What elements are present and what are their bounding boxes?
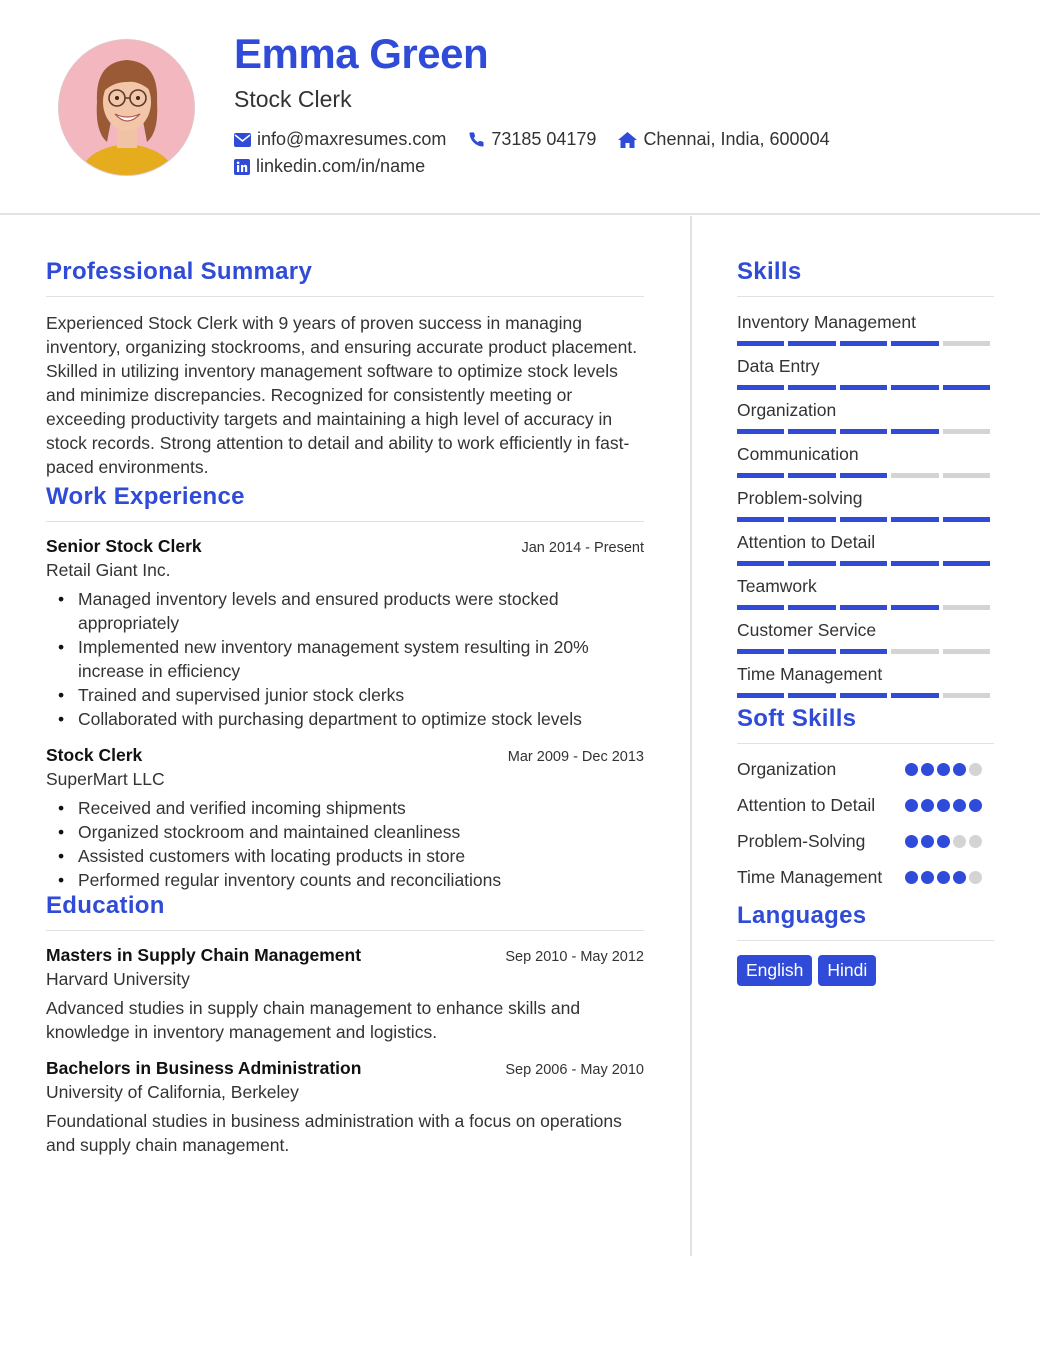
language-tag: English xyxy=(737,955,812,986)
skill-level-segment xyxy=(943,605,990,610)
job-title: Stock Clerk xyxy=(46,745,143,765)
skill-level-segment xyxy=(737,561,784,566)
soft-skills-list xyxy=(737,758,994,895)
rating-dot xyxy=(953,871,966,884)
skill-level-bar xyxy=(737,341,994,346)
rating-dot xyxy=(921,835,934,848)
job-bullets xyxy=(46,796,644,892)
skill-level-segment xyxy=(788,693,835,698)
rating-dot xyxy=(905,871,918,884)
linkedin-text: linkedin.com/in/name xyxy=(256,156,426,176)
summary-text: Experienced Stock Clerk with 9 years of proven success in managing inventory, organizing stockrooms, and ensuring accurate product placement. Skilled in utilizing inventory management software to optimize stock levels and minimize discrepancies. Recognized for consistently meeting or exceeding productivity targets and maintaining a high level of accuracy in stock records. Strong attention to detail and ability to work efficiently in fast-paced environments. xyxy=(46,313,638,477)
skill-level-segment xyxy=(737,473,784,478)
education-heading: Education xyxy=(46,892,644,931)
skill-level-segment xyxy=(891,385,938,390)
skill-level-segment xyxy=(737,605,784,610)
contact-phone[interactable] xyxy=(468,129,596,150)
skill-name: Teamwork xyxy=(737,576,817,596)
skill-item xyxy=(737,443,994,478)
soft-skill-item xyxy=(737,866,994,895)
rating-dot xyxy=(953,835,966,848)
soft-skills-heading: Soft Skills xyxy=(737,705,994,744)
skill-level-segment xyxy=(840,517,887,522)
skill-level-bar xyxy=(737,605,994,610)
skill-item xyxy=(737,399,994,434)
summary-heading: Professional Summary xyxy=(46,258,644,297)
rating-dot xyxy=(937,835,950,848)
phone-icon xyxy=(468,131,485,148)
location-text: Chennai, India, 600004 xyxy=(643,129,830,149)
education-entry xyxy=(46,1058,644,1157)
skills-list xyxy=(737,311,994,698)
rating-dot xyxy=(953,799,966,812)
bullet-item: • Implemented new inventory management system resulting in 20% increase in efficiency xyxy=(58,635,644,683)
education-entry xyxy=(46,945,644,1044)
skill-name: Time Management xyxy=(737,664,883,684)
rating-dot xyxy=(969,835,982,848)
skill-level-segment xyxy=(840,429,887,434)
soft-skill-item xyxy=(737,830,994,859)
skill-level-segment xyxy=(737,693,784,698)
skill-item xyxy=(737,619,994,654)
soft-skill-rating xyxy=(905,866,985,895)
skill-name: Data Entry xyxy=(737,356,820,376)
bullet-item: • Organized stockroom and maintained cleanliness xyxy=(58,820,644,844)
soft-skills-section xyxy=(737,705,994,895)
envelope-icon xyxy=(234,133,251,147)
bullet-item: • Trained and supervised junior stock clerks xyxy=(58,683,644,707)
skill-level-segment xyxy=(840,649,887,654)
education-date: Sep 2010 - May 2012 xyxy=(505,949,644,965)
skill-level-segment xyxy=(840,693,887,698)
skill-level-segment xyxy=(891,693,938,698)
education-desc: Advanced studies in supply chain management to enhance skills and knowledge in inventory management and logistics. xyxy=(46,998,581,1042)
skill-level-bar xyxy=(737,429,994,434)
skill-level-segment xyxy=(891,605,938,610)
rating-dot xyxy=(905,763,918,776)
skill-level-segment xyxy=(891,561,938,566)
rating-dot xyxy=(969,871,982,884)
resume-header xyxy=(0,0,1040,215)
experience-heading: Work Experience xyxy=(46,483,644,522)
school-name: Harvard University xyxy=(46,969,190,989)
left-column xyxy=(46,258,644,1167)
soft-skill-name: Attention to Detail xyxy=(737,795,876,815)
avatar-illustration xyxy=(59,40,195,176)
experience-section xyxy=(46,483,644,892)
job-title: Senior Stock Clerk xyxy=(46,536,202,556)
skill-level-segment xyxy=(943,693,990,698)
rating-dot xyxy=(921,763,934,776)
skills-heading: Skills xyxy=(737,258,994,297)
skill-item xyxy=(737,663,994,698)
soft-skill-name: Problem-Solving xyxy=(737,831,866,851)
skill-item xyxy=(737,531,994,566)
skill-name: Problem-solving xyxy=(737,488,863,508)
skill-item xyxy=(737,575,994,610)
skill-level-bar xyxy=(737,561,994,566)
skill-level-segment xyxy=(943,385,990,390)
contact-email[interactable] xyxy=(234,129,446,150)
rating-dot xyxy=(937,871,950,884)
rating-dot xyxy=(937,799,950,812)
skill-name: Inventory Management xyxy=(737,312,916,332)
summary-section xyxy=(46,258,644,479)
job-date: Mar 2009 - Dec 2013 xyxy=(507,749,644,765)
skill-level-bar xyxy=(737,693,994,698)
bullet-item: • Performed regular inventory counts and reconciliations xyxy=(58,868,644,892)
education-desc: Foundational studies in business administration with a focus on operations and supply chain management. xyxy=(46,1111,622,1155)
linkedin-icon xyxy=(234,159,250,175)
skill-level-segment xyxy=(737,341,784,346)
job-company: Retail Giant Inc. xyxy=(46,560,171,580)
skill-level-segment xyxy=(943,517,990,522)
rating-dot xyxy=(905,799,918,812)
skill-level-segment xyxy=(943,561,990,566)
degree-title: Bachelors in Business Administration xyxy=(46,1058,362,1078)
skill-level-segment xyxy=(737,517,784,522)
skill-level-segment xyxy=(737,649,784,654)
email-text: info@maxresumes.com xyxy=(257,129,447,149)
job-entry xyxy=(46,745,644,892)
skill-name: Customer Service xyxy=(737,620,877,640)
bullet-item: • Received and verified incoming shipments xyxy=(58,796,644,820)
skill-level-segment xyxy=(788,517,835,522)
skill-level-segment xyxy=(788,605,835,610)
skill-name: Attention to Detail xyxy=(737,532,876,552)
job-company: SuperMart LLC xyxy=(46,769,165,789)
home-icon xyxy=(618,132,637,148)
skill-level-segment xyxy=(840,385,887,390)
skill-level-segment xyxy=(788,341,835,346)
soft-skill-item xyxy=(737,758,994,787)
skill-level-segment xyxy=(943,429,990,434)
language-tag: Hindi xyxy=(818,955,876,986)
skill-level-segment xyxy=(788,649,835,654)
skill-level-segment xyxy=(788,561,835,566)
skills-section xyxy=(737,258,994,698)
profile-photo xyxy=(58,39,195,176)
soft-skill-rating xyxy=(905,830,985,859)
skill-level-segment xyxy=(840,605,887,610)
skill-level-segment xyxy=(891,473,938,478)
skill-level-segment xyxy=(788,473,835,478)
contact-location xyxy=(618,129,829,150)
contact-row xyxy=(234,129,852,150)
rating-dot xyxy=(921,799,934,812)
skill-level-bar xyxy=(737,385,994,390)
candidate-name: Emma Green xyxy=(234,30,489,77)
skill-level-segment xyxy=(891,517,938,522)
bullet-item: • Collaborated with purchasing department to optimize stock levels xyxy=(58,707,644,731)
skill-level-segment xyxy=(943,341,990,346)
rating-dot xyxy=(969,799,982,812)
skill-item xyxy=(737,311,994,346)
candidate-title: Stock Clerk xyxy=(234,86,352,112)
skill-level-segment xyxy=(891,341,938,346)
soft-skill-name: Organization xyxy=(737,759,837,779)
skill-level-bar xyxy=(737,649,994,654)
skill-level-segment xyxy=(840,561,887,566)
skill-item xyxy=(737,487,994,522)
skill-level-segment xyxy=(737,385,784,390)
skill-level-segment xyxy=(737,429,784,434)
soft-skill-name: Time Management xyxy=(737,867,883,887)
skill-level-segment xyxy=(891,649,938,654)
skill-level-segment xyxy=(788,429,835,434)
languages-heading: Languages xyxy=(737,902,994,941)
bullet-item: • Managed inventory levels and ensured products were stocked appropriately xyxy=(58,587,644,635)
skill-level-bar xyxy=(737,473,994,478)
contact-row-2 xyxy=(234,156,447,177)
education-date: Sep 2006 - May 2010 xyxy=(505,1062,644,1078)
skill-item xyxy=(737,355,994,390)
contact-linkedin[interactable] xyxy=(234,156,425,177)
school-name: University of California, Berkeley xyxy=(46,1082,299,1102)
skill-level-segment xyxy=(943,649,990,654)
job-bullets xyxy=(46,587,644,731)
languages-section xyxy=(737,902,994,986)
job-entry xyxy=(46,536,644,731)
column-divider xyxy=(690,216,692,1256)
rating-dot xyxy=(969,763,982,776)
skill-level-segment xyxy=(943,473,990,478)
soft-skill-rating xyxy=(905,758,985,787)
skill-level-segment xyxy=(891,429,938,434)
skill-level-segment xyxy=(840,473,887,478)
education-section xyxy=(46,892,644,1157)
rating-dot xyxy=(937,763,950,776)
soft-skill-rating xyxy=(905,794,985,823)
rating-dot xyxy=(921,871,934,884)
skill-name: Organization xyxy=(737,400,837,420)
soft-skill-item xyxy=(737,794,994,823)
rating-dot xyxy=(905,835,918,848)
skill-name: Communication xyxy=(737,444,859,464)
rating-dot xyxy=(953,763,966,776)
right-column xyxy=(737,258,994,986)
job-date: Jan 2014 - Present xyxy=(521,540,644,556)
skill-level-segment xyxy=(840,341,887,346)
skill-level-segment xyxy=(788,385,835,390)
phone-text: 73185 04179 xyxy=(491,129,597,149)
languages-list xyxy=(737,955,994,986)
bullet-item: • Assisted customers with locating products in store xyxy=(58,844,644,868)
skill-level-bar xyxy=(737,517,994,522)
degree-title: Masters in Supply Chain Management xyxy=(46,945,362,965)
